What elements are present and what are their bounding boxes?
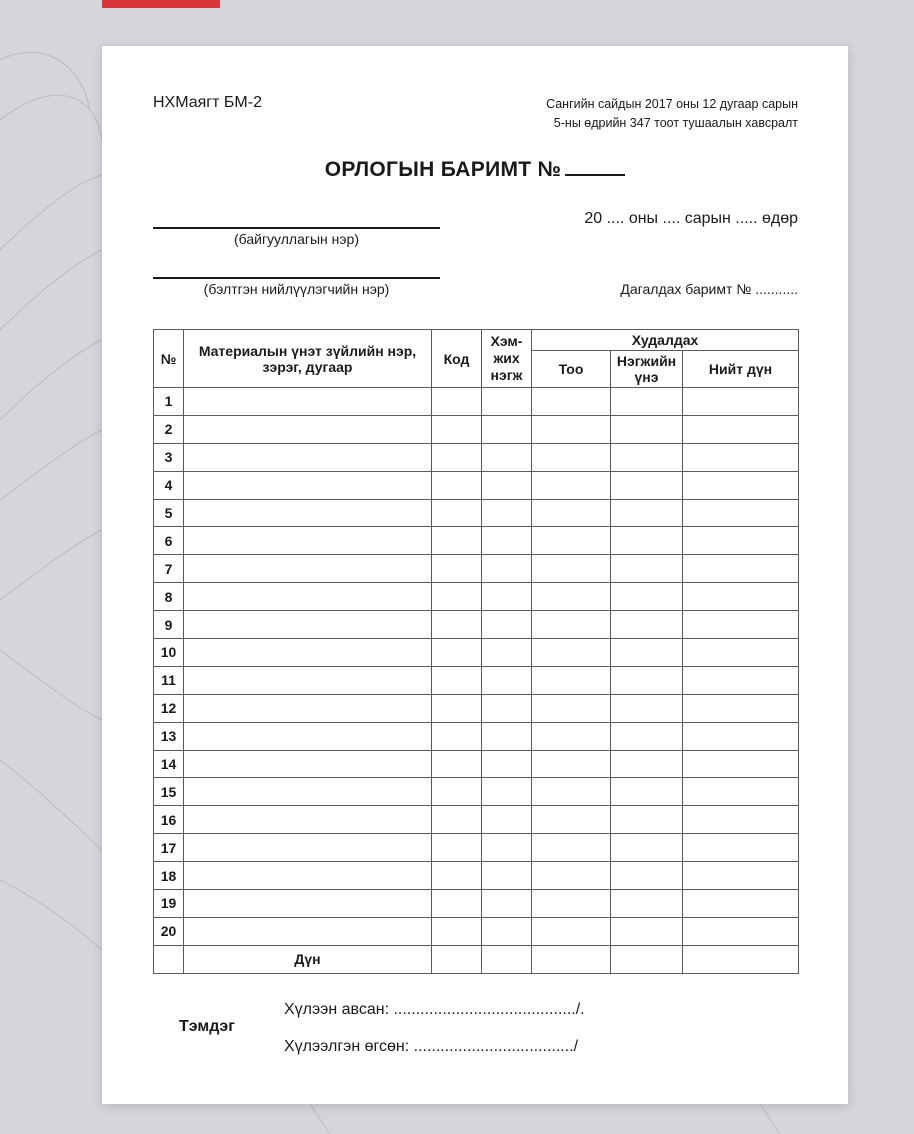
table-cell <box>482 443 532 471</box>
table-cell <box>482 694 532 722</box>
table-cell <box>532 666 611 694</box>
table-cell <box>482 415 532 443</box>
table-cell <box>432 694 482 722</box>
table-row <box>154 778 799 806</box>
header-unit: Хэм-жих нэгж <box>482 330 532 388</box>
table-cell <box>184 666 432 694</box>
table-cell <box>611 415 683 443</box>
table-cell <box>683 499 799 527</box>
table-cell <box>611 890 683 918</box>
table-cell <box>683 722 799 750</box>
row-number: 13 <box>154 722 184 750</box>
preparer-label: (бэлтгэн нийлүүлэгчийн нэр) <box>203 281 390 297</box>
table-cell <box>611 527 683 555</box>
table-cell <box>432 639 482 667</box>
table-cell <box>184 890 432 918</box>
row-number: 10 <box>154 639 184 667</box>
table-cell <box>532 388 611 416</box>
table-cell <box>683 583 799 611</box>
table-cell <box>482 750 532 778</box>
table-row <box>154 555 799 583</box>
row-number: 2 <box>154 415 184 443</box>
table-row <box>154 806 799 834</box>
row-number: 4 <box>154 471 184 499</box>
header-no: № <box>154 330 184 388</box>
table-cell <box>184 471 432 499</box>
table-cell <box>432 778 482 806</box>
table-row <box>154 834 799 862</box>
sum-cell <box>432 945 482 973</box>
table-cell <box>611 806 683 834</box>
row-number: 17 <box>154 834 184 862</box>
table-cell <box>611 555 683 583</box>
table-cell <box>482 890 532 918</box>
table-cell <box>611 778 683 806</box>
table-cell <box>482 388 532 416</box>
row-number: 16 <box>154 806 184 834</box>
table-cell <box>532 555 611 583</box>
table-cell <box>184 443 432 471</box>
table-row <box>154 862 799 890</box>
row-number: 20 <box>154 917 184 945</box>
table-cell <box>683 471 799 499</box>
document-title <box>102 156 848 182</box>
table-cell <box>482 471 532 499</box>
table-cell <box>432 806 482 834</box>
table-cell <box>611 639 683 667</box>
header-quantity: Тоо <box>532 351 611 388</box>
table-cell <box>611 499 683 527</box>
preparer-line <box>153 277 440 279</box>
table-cell <box>482 639 532 667</box>
table-row <box>154 527 799 555</box>
table-cell <box>532 499 611 527</box>
table-cell <box>611 917 683 945</box>
sum-no-cell <box>154 945 184 973</box>
table-cell <box>184 917 432 945</box>
table-cell <box>184 611 432 639</box>
table-cell <box>683 611 799 639</box>
header-material: Материалын үнэт зүйлийн нэр, зэрэг, дугаар <box>184 330 432 388</box>
decree-line-1: Сангийн сайдын 2017 оны 12 дугаар сарын <box>546 97 798 111</box>
sum-cell <box>683 945 799 973</box>
table-cell <box>611 722 683 750</box>
table-cell <box>432 834 482 862</box>
table-cell <box>611 583 683 611</box>
row-number: 15 <box>154 778 184 806</box>
table-cell <box>611 388 683 416</box>
table-cell <box>683 639 799 667</box>
row-number: 6 <box>154 527 184 555</box>
table-cell <box>683 890 799 918</box>
table-cell <box>184 722 432 750</box>
row-number: 9 <box>154 611 184 639</box>
row-number: 5 <box>154 499 184 527</box>
table-cell <box>532 583 611 611</box>
header-unit-price: Нэгжийн үнэ <box>611 351 683 388</box>
table-cell <box>532 778 611 806</box>
table-cell <box>184 555 432 583</box>
table-row <box>154 722 799 750</box>
table-cell <box>683 806 799 834</box>
table-cell <box>611 443 683 471</box>
row-number: 14 <box>154 750 184 778</box>
table-cell <box>683 694 799 722</box>
table-cell <box>532 750 611 778</box>
table-body <box>154 388 799 946</box>
table-cell <box>482 917 532 945</box>
table-row <box>154 415 799 443</box>
table-cell <box>184 778 432 806</box>
table-cell <box>184 639 432 667</box>
row-number: 18 <box>154 862 184 890</box>
table-cell <box>683 778 799 806</box>
table-cell <box>482 527 532 555</box>
table-cell <box>683 415 799 443</box>
row-number: 7 <box>154 555 184 583</box>
row-number: 8 <box>154 583 184 611</box>
table-cell <box>482 499 532 527</box>
table-cell <box>184 583 432 611</box>
table-cell <box>432 499 482 527</box>
table-cell <box>611 750 683 778</box>
table-cell <box>432 443 482 471</box>
table-cell <box>611 611 683 639</box>
table-row <box>154 388 799 416</box>
table-cell <box>532 471 611 499</box>
sum-label: Дүн <box>184 945 432 973</box>
table-cell <box>432 666 482 694</box>
table-cell <box>683 917 799 945</box>
table-cell <box>184 806 432 834</box>
table-cell <box>532 806 611 834</box>
table-cell <box>482 666 532 694</box>
table-cell <box>184 862 432 890</box>
table-cell <box>482 806 532 834</box>
table-cell <box>184 527 432 555</box>
table-cell <box>532 415 611 443</box>
table-row <box>154 917 799 945</box>
table-cell <box>184 499 432 527</box>
table-cell <box>482 611 532 639</box>
stamp-label: Тэмдэг <box>179 1018 235 1035</box>
table-cell <box>532 527 611 555</box>
sum-cell <box>532 945 611 973</box>
table-row <box>154 666 799 694</box>
table-cell <box>532 694 611 722</box>
form-code: НХМаягт БМ-2 <box>153 94 262 111</box>
table-cell <box>482 583 532 611</box>
handed-signature-line: Хүлээлгэн өгсөн: ..................................../ <box>284 1038 579 1055</box>
attachment-number: Дагалдах баримт № ........... <box>620 281 798 297</box>
sum-cell <box>611 945 683 973</box>
table-cell <box>532 443 611 471</box>
decree-reference <box>546 95 798 133</box>
table-cell <box>432 750 482 778</box>
table-cell <box>532 722 611 750</box>
table-cell <box>432 890 482 918</box>
row-number: 19 <box>154 890 184 918</box>
received-signature-line: Хүлээн авсан: ........................................./. <box>284 1001 585 1018</box>
table-cell <box>432 527 482 555</box>
table-cell <box>482 834 532 862</box>
accent-tab <box>102 0 220 8</box>
receipt-table <box>153 329 799 974</box>
table-cell <box>432 917 482 945</box>
table-cell <box>532 639 611 667</box>
table-cell <box>482 778 532 806</box>
table-row <box>154 694 799 722</box>
table-cell <box>184 388 432 416</box>
table-cell <box>683 443 799 471</box>
table-cell <box>432 471 482 499</box>
header-code: Код <box>432 330 482 388</box>
table-cell <box>482 862 532 890</box>
sum-row <box>154 945 799 973</box>
table-cell <box>611 862 683 890</box>
date-line: 20 .... оны .... сарын ..... өдөр <box>584 210 798 227</box>
row-number: 1 <box>154 388 184 416</box>
table-cell <box>611 471 683 499</box>
table-cell <box>611 666 683 694</box>
table-row <box>154 890 799 918</box>
table-cell <box>683 555 799 583</box>
table-row <box>154 583 799 611</box>
table-cell <box>683 666 799 694</box>
table-cell <box>611 834 683 862</box>
row-number: 12 <box>154 694 184 722</box>
table-row <box>154 750 799 778</box>
table-cell <box>532 862 611 890</box>
document-sheet <box>102 46 848 1104</box>
table-cell <box>184 694 432 722</box>
table-cell <box>683 527 799 555</box>
table-cell <box>611 694 683 722</box>
organization-label: (байгууллагын нэр) <box>233 231 359 247</box>
table-cell <box>683 862 799 890</box>
table-cell <box>683 834 799 862</box>
table-cell <box>432 415 482 443</box>
table-cell <box>532 890 611 918</box>
table-cell <box>683 388 799 416</box>
table-cell <box>432 583 482 611</box>
decree-line-2: 5-ны өдрийн 347 тоот тушаалын хавсралт <box>553 116 798 130</box>
table-cell <box>683 750 799 778</box>
header-total: Нийт дүн <box>683 351 799 388</box>
table-cell <box>432 722 482 750</box>
number-blank <box>565 156 625 176</box>
organization-line <box>153 227 440 229</box>
header-sale-group: Худалдах <box>532 330 799 351</box>
title-text: ОРЛОГЫН БАРИМТ № <box>324 158 562 181</box>
table-cell <box>532 917 611 945</box>
table-cell <box>482 555 532 583</box>
table-cell <box>532 611 611 639</box>
table-row <box>154 611 799 639</box>
table-cell <box>532 834 611 862</box>
table-cell <box>184 834 432 862</box>
row-number: 11 <box>154 666 184 694</box>
table-cell <box>482 722 532 750</box>
table-row <box>154 639 799 667</box>
sum-cell <box>482 945 532 973</box>
table-cell <box>432 611 482 639</box>
table-cell <box>432 862 482 890</box>
table-row <box>154 471 799 499</box>
table-row <box>154 499 799 527</box>
row-number: 3 <box>154 443 184 471</box>
table-cell <box>432 555 482 583</box>
table-cell <box>184 750 432 778</box>
table-cell <box>184 415 432 443</box>
table-cell <box>432 388 482 416</box>
table-row <box>154 443 799 471</box>
